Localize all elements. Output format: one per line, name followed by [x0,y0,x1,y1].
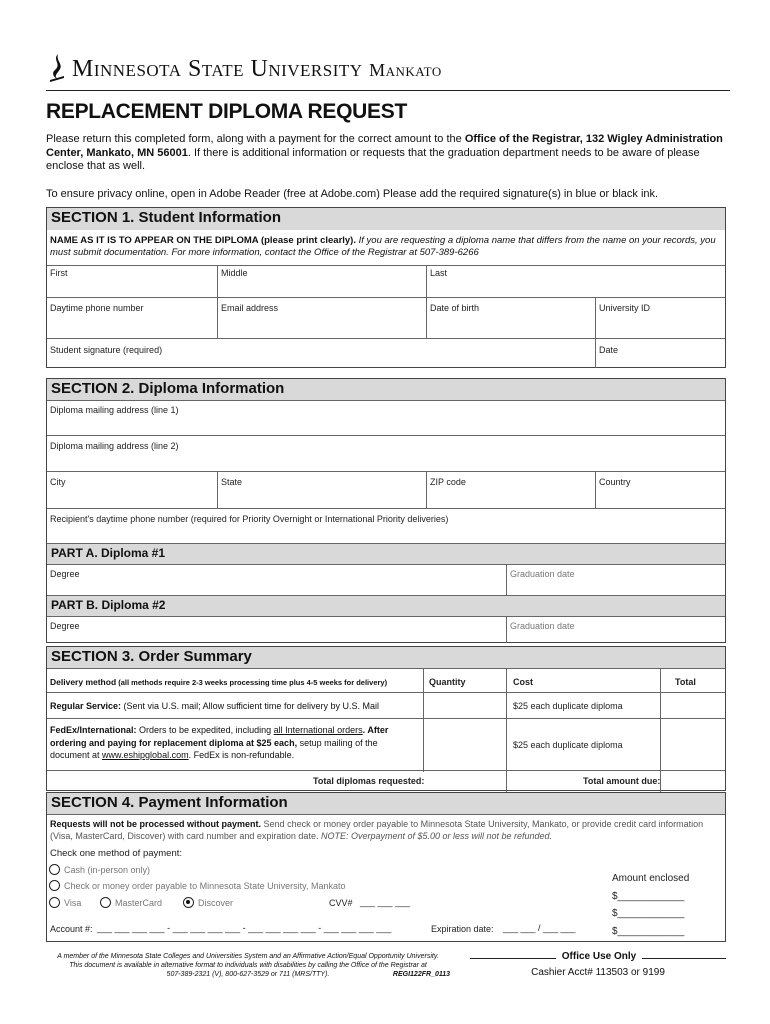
section4-title: SECTION 4. Payment Information [47,793,725,814]
fedex-bold: FedEx/International: [50,725,137,735]
req-bold: Requests will not be processed without payment. [50,819,262,829]
fedex-text3: . FedEx is non-refundable. [188,750,295,760]
footer-notes [46,952,450,979]
discover-label: Discover [198,898,234,908]
last-name-field[interactable]: Last [430,268,448,278]
cash-radio[interactable] [49,864,60,875]
fedex-text1: Orders to be expedited, including [136,725,274,735]
campus-name: Mankato [369,60,442,80]
partA-degree-field[interactable]: Degree [50,569,80,579]
recipient-phone-field[interactable]: Recipient's daytime phone number (required for Priority Overnight or International Priority deliveries) [50,514,449,524]
account-number-field[interactable]: ___ ___ ___ ___ - ___ ___ ___ ___ - ___ ___ ___ ___ - ___ ___ ___ ___ [97,923,392,933]
state-field[interactable]: State [221,477,243,487]
fedex-cost: $25 each duplicate diploma [513,740,623,750]
delivery-note: (all methods require 2-3 weeks processing time plus 4-5 weeks for delivery) [116,678,388,687]
delivery-method-header [50,676,387,689]
cvv-field[interactable]: ___ ___ ___ [360,897,411,907]
cost-header: Cost [513,677,533,687]
total-header: Total [675,677,696,687]
amount-field-3[interactable]: $____________ [612,926,685,937]
account-label: Account #: [50,924,93,934]
office-use-box [470,951,726,981]
amount-field-1[interactable]: $____________ [612,891,685,902]
section3-title: SECTION 3. Order Summary [47,647,725,668]
delivery-bold: Delivery method [50,677,117,687]
partB-title: PART B. Diploma #2 [47,596,725,616]
regular-service-row [50,700,379,712]
req-note: NOTE: Overpayment of $5.00 or less will not be refunded. [320,830,553,841]
amount-field-2[interactable]: $____________ [612,908,685,919]
footer-phones: 507-389-2321 (V), 800-627-3529 or 711 (MRS/TTY). [166,971,330,978]
payment-requirements [50,819,725,842]
signature-field[interactable]: Student signature (required) [50,345,163,355]
fedex-text2: setup mailing of the document at [50,737,378,760]
university-id-field[interactable]: University ID [599,303,651,313]
cash-label: Cash (in-person only) [64,865,151,875]
regular-text: (Sent via U.S. mail; Allow sufficient time for delivery by U.S. Mail [121,701,379,711]
university-name [72,56,442,83]
regular-cost: $25 each duplicate diploma [513,701,623,711]
fedex-bold2: . After ordering and paying for replacement diploma at $25 each, [50,725,389,748]
alt-format-note: This document is available in alternative format to individuals with disabilities by calling the Office of the Registrar at [69,962,427,969]
mastercard-label: MasterCard [115,898,163,908]
address-line2-field[interactable]: Diploma mailing address (line 2) [50,441,179,451]
section2-title: SECTION 2. Diploma Information [47,379,725,400]
university-name-text: Minnesota State University [72,56,363,82]
daytime-phone-field[interactable]: Daytime phone number [50,303,144,313]
country-field[interactable]: Country [599,477,631,487]
name-note-bold: NAME AS IT IS TO APPEAR ON THE DIPLOMA (please print clearly). [50,235,356,246]
mastercard-radio[interactable] [100,897,111,908]
check-one-label: Check one method of payment: [50,848,183,859]
privacy-note: To ensure privacy online, open in Adobe Reader (free at Adobe.com) Please add the required signature(s) in blue or black ink. [46,188,659,200]
name-note-italic: If you are requesting a diploma name that differs from the name on your records, you must submit documentation. For more information, contact the Office of the Registrar at 507-389-6266 [50,235,716,258]
email-field[interactable]: Email address [221,303,279,313]
office-use-label: Office Use Only [561,951,637,962]
discover-radio[interactable] [183,897,194,908]
total-diplomas-label: Total diplomas requested: [313,776,425,786]
section3-box [46,646,726,791]
form-title: REPLACEMENT DIPLOMA REQUEST [46,100,407,123]
flame-logo-icon [46,52,68,84]
check-radio[interactable] [49,880,60,891]
section1-title: SECTION 1. Student Information [47,208,725,230]
amount-enclosed-label: Amount enclosed [612,873,690,884]
eshipglobal-link[interactable]: www.eshipglobal.com [102,750,189,760]
section4-box [46,792,726,942]
intl-orders-link[interactable]: all International orders [273,725,363,735]
city-field[interactable]: City [50,477,66,487]
first-name-field[interactable]: First [50,268,68,278]
quantity-header: Quantity [429,677,466,687]
expiration-field[interactable]: ___ ___ / ___ ___ [503,923,576,933]
partA-title: PART A. Diploma #1 [47,544,725,564]
intro-text-2: . If there is additional information or requests that the graduation department needs to be aware of please enclose that as well. [46,146,700,172]
intro-paragraph [46,133,730,174]
middle-name-field[interactable]: Middle [221,268,248,278]
cvv-label: CVV# [329,898,353,908]
section1-box [46,207,726,368]
visa-radio[interactable] [49,897,60,908]
req-text: Send check or money order payable to Minnesota State University, Mankato, or provide credit card information (Visa, MasterCard, Discover) with card number and expiration date. [50,819,704,841]
date-field[interactable]: Date [599,345,619,355]
partA-grad-date-field[interactable]: Graduation date [510,569,575,579]
section2-box [46,378,726,643]
zip-field[interactable]: ZIP code [430,477,466,487]
address-line1-field[interactable]: Diploma mailing address (line 1) [50,405,179,415]
university-logo [46,44,730,91]
partB-degree-field[interactable]: Degree [50,621,80,631]
partB-grad-date-field[interactable]: Graduation date [510,621,575,631]
member-note: A member of the Minnesota State Colleges and Universities System and an Affirmative Action/Equal Opportunity University. [57,953,439,960]
total-amount-label: Total amount due: [583,776,661,786]
cashier-account: Cashier Acct# 113503 or 9199 [531,967,665,978]
visa-label: Visa [64,898,82,908]
intro-text-1: Please return this completed form, along with a payment for the correct amount to the [46,133,465,145]
name-note [50,235,724,259]
regular-bold: Regular Service: [50,701,122,711]
fedex-row [50,724,418,762]
form-code: REGI122FR_0113 [392,971,450,978]
expiration-label: Expiration date: [431,924,494,934]
dob-field[interactable]: Date of birth [430,303,480,313]
intro-office: Office of the Registrar, 132 Wigley Administration Center, Mankato, MN 56001 [46,133,723,159]
check-label: Check or money order payable to Minnesota State University, Mankato [64,881,346,891]
